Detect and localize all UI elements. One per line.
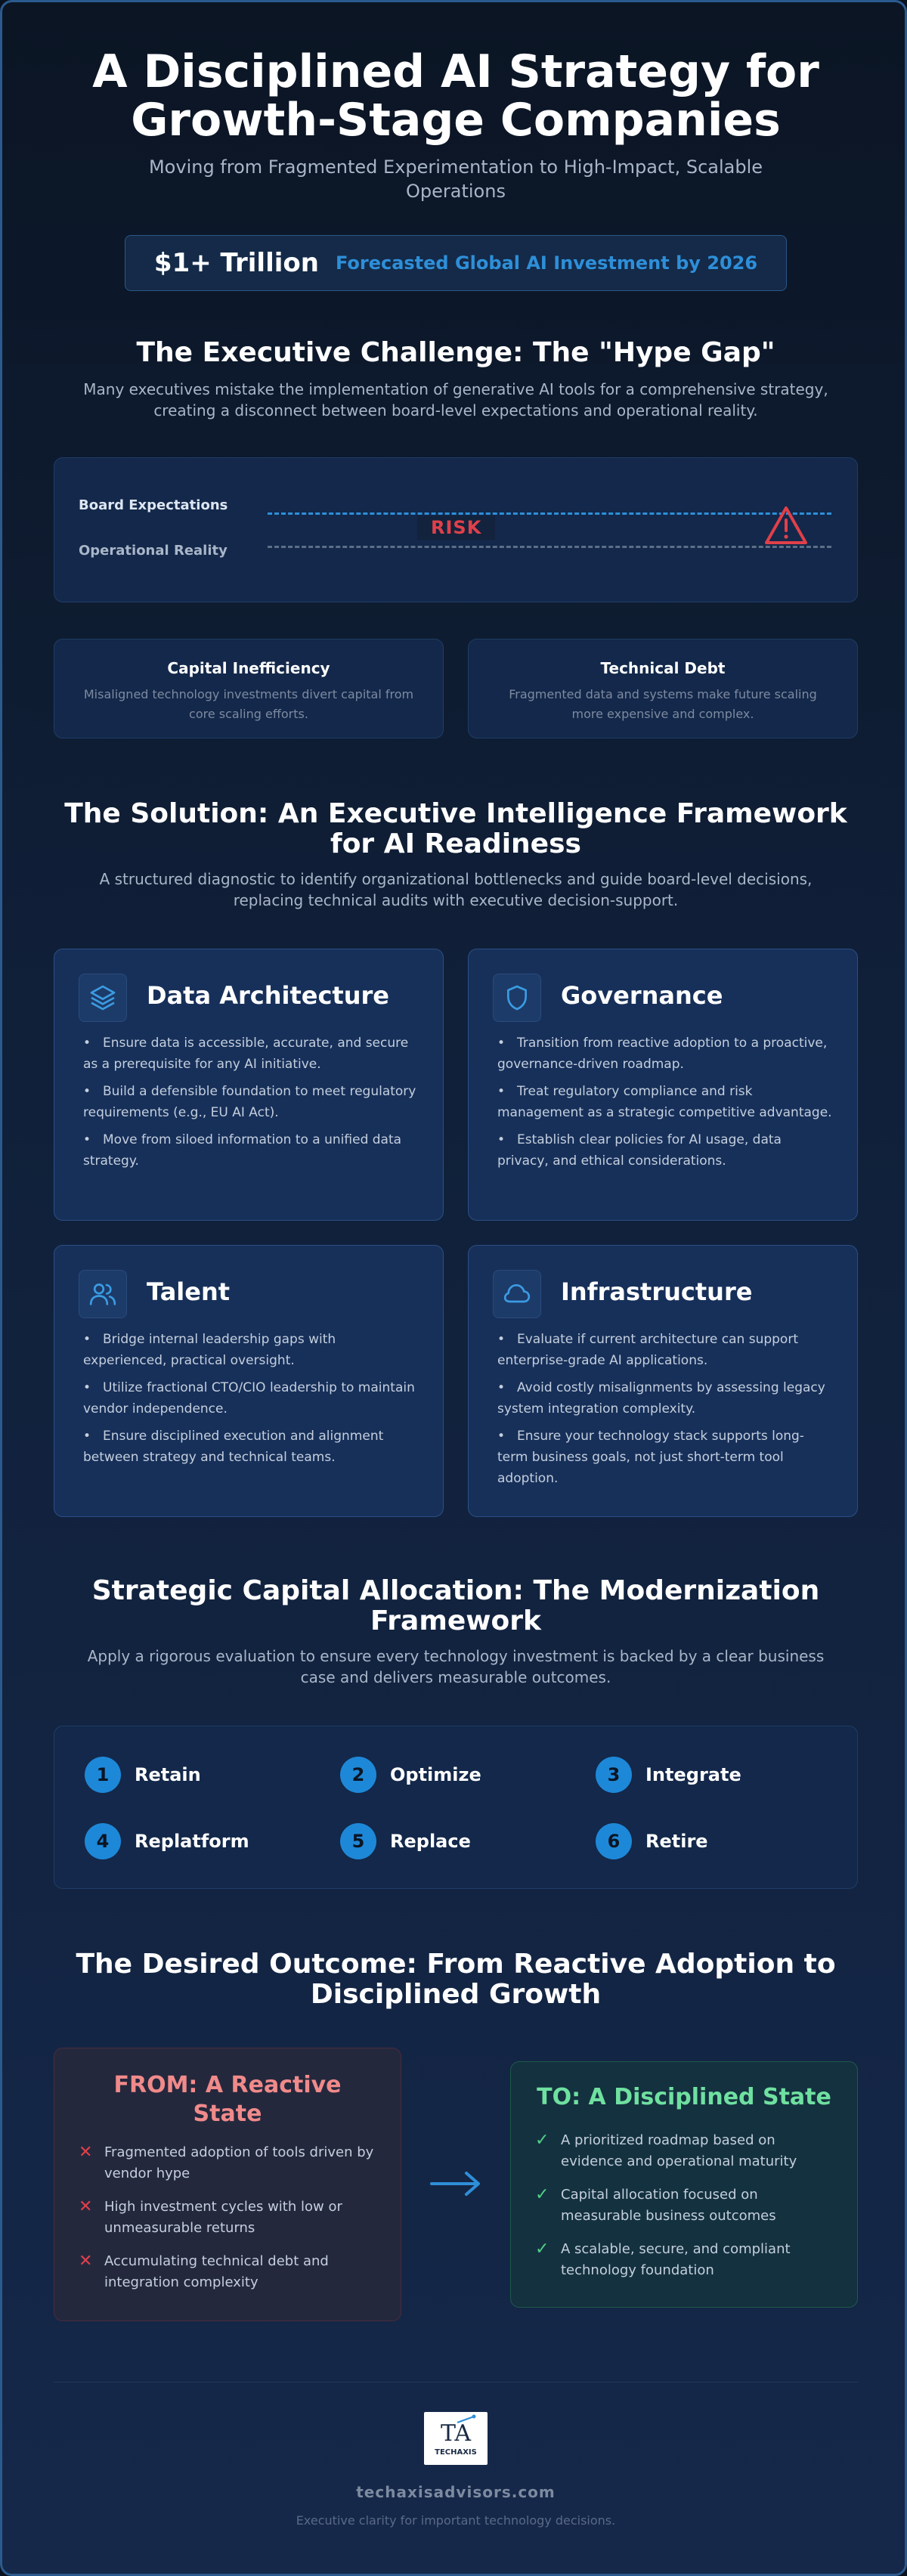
list-item: • Move from siloed information to a unified data strategy. — [83, 1132, 402, 1169]
title-line-1: A Disciplined AI Strategy for — [92, 45, 819, 98]
challenge-description: Many executives mistake the implementation of generative AI tools for a comprehensive strategy, creating a disconnect between board-level expectations and operational reality. — [83, 380, 828, 420]
outcome-title: The Desired Outcome: From Reactive Adoption to Disciplined Growth — [76, 1949, 836, 2010]
stat-value: $1+ Trillion — [153, 248, 319, 278]
step-optimize — [340, 1757, 481, 1793]
list-item: • Evaluate if current architecture can support enterprise-grade AI applications. — [497, 1332, 798, 1368]
step-replatform — [85, 1823, 249, 1859]
solution-description: A structured diagnostic to identify organizational bottlenecks and guide board-level decisions, replacing technical audits with executive decision-support. — [99, 870, 813, 909]
step-number: 5 — [340, 1823, 376, 1859]
board-expectations-line — [268, 512, 831, 515]
pillar-title: Infrastructure — [561, 1277, 753, 1306]
list-item: • Treat regulatory compliance and risk management as a strategic competitive advantage. — [497, 1084, 832, 1120]
stat-box — [125, 235, 787, 291]
step-retire — [596, 1823, 708, 1859]
technical-debt-card — [468, 639, 858, 738]
card-title: Technical Debt — [600, 659, 726, 677]
pillar-talent — [54, 1245, 444, 1517]
pillar-title: Talent — [147, 1277, 231, 1306]
pillar-data-architecture — [54, 949, 444, 1221]
to-list — [535, 2130, 839, 2293]
list-item: • Avoid costly misalignments by assessing legacy system integration complexity. — [497, 1380, 825, 1416]
list-item: • Bridge internal leadership gaps with experienced, practical oversight. — [83, 1332, 336, 1368]
pillar-bullet-list — [497, 1033, 834, 1178]
operational-reality-line — [268, 546, 831, 548]
techaxis-logo — [424, 2412, 488, 2465]
users-icon — [79, 1270, 127, 1318]
list-item: • Ensure data is accessible, accurate, and secure as a prerequisite for any AI initiative. — [83, 1036, 409, 1072]
list-item: • Transition from reactive adoption to a proactive, governance-driven roadmap. — [497, 1036, 828, 1072]
step-label: Integrate — [645, 1764, 741, 1785]
list-item: • Utilize fractional CTO/CIO leadership to maintain vendor independence. — [83, 1380, 415, 1416]
svg-text:TA: TA — [440, 2420, 472, 2447]
cloud-icon — [493, 1270, 541, 1318]
step-number: 2 — [340, 1757, 376, 1793]
arrow-right-icon — [427, 2169, 484, 2199]
from-title: FROM: A Reactive State — [113, 2072, 342, 2127]
step-label: Retain — [135, 1764, 201, 1785]
from-reactive-card — [54, 2048, 401, 2321]
step-number: 6 — [596, 1823, 632, 1859]
card-title: Capital Inefficiency — [167, 659, 330, 677]
list-item: ✕ Accumulating technical debt and integration complexity — [79, 2251, 382, 2293]
card-description: Misaligned technology investments divert capital from core scaling efforts. — [83, 687, 414, 721]
step-replace — [340, 1823, 471, 1859]
list-item: ✓ Capital allocation focused on measurable business outcomes — [535, 2184, 839, 2227]
step-number: 3 — [596, 1757, 632, 1793]
x-mark-icon: ✕ — [79, 2197, 93, 2216]
step-integrate — [596, 1757, 741, 1793]
capital-inefficiency-card — [54, 639, 444, 738]
list-item: ✕ Fragmented adoption of tools driven by vendor hype — [79, 2142, 382, 2184]
page-subtitle: Moving from Fragmented Experimentation to High-Impact, Scalable Operations — [148, 156, 763, 202]
title-line-2: Growth-Stage Companies — [131, 94, 781, 147]
pillar-bullet-list — [497, 1329, 834, 1495]
list-item: • Ensure your technology stack supports long-term business goals, not just short-term tool adoption. — [497, 1429, 804, 1486]
card-description: Fragmented data and systems make future scaling more expensive and complex. — [509, 687, 817, 721]
challenge-title: The Executive Challenge: The "Hype Gap" — [136, 337, 775, 368]
svg-text:TECHAXIS: TECHAXIS — [435, 2448, 477, 2457]
check-icon: ✓ — [535, 2185, 549, 2204]
to-disciplined-card — [510, 2061, 858, 2308]
step-number: 1 — [85, 1757, 121, 1793]
x-mark-icon: ✕ — [79, 2252, 93, 2271]
check-icon: ✓ — [535, 2240, 549, 2259]
from-list — [79, 2142, 382, 2305]
list-item: • Build a defensible foundation to meet regulatory requirements (e.g., EU AI Act). — [83, 1084, 416, 1120]
footer-tagline: Executive clarity for important technology decisions. — [296, 2513, 616, 2528]
layers-icon — [79, 974, 127, 1022]
page-title — [48, 45, 864, 147]
step-label: Optimize — [390, 1764, 481, 1785]
pillar-governance — [468, 949, 858, 1221]
list-item: ✓ A prioritized roadmap based on evidence and operational maturity — [535, 2130, 839, 2172]
x-mark-icon: ✕ — [79, 2143, 93, 2162]
risk-label: RISK — [417, 516, 495, 540]
to-title: TO: A Disciplined State — [537, 2084, 831, 2110]
list-item: ✓ A scalable, secure, and compliant technology foundation — [535, 2239, 839, 2281]
check-icon: ✓ — [535, 2131, 549, 2150]
allocation-description: Apply a rigorous evaluation to ensure every technology investment is backed by a clear business case and delivers measurable outcomes. — [87, 1647, 825, 1686]
list-item: • Establish clear policies for AI usage, data privacy, and ethical considerations. — [497, 1132, 782, 1169]
step-label: Replace — [390, 1831, 471, 1852]
list-item: • Ensure disciplined execution and alignment between strategy and technical teams. — [83, 1429, 384, 1465]
list-item: ✕ High investment cycles with low or unmeasurable returns — [79, 2197, 382, 2239]
pillar-infrastructure — [468, 1245, 858, 1517]
pillar-title: Governance — [561, 981, 723, 1010]
step-number: 4 — [85, 1823, 121, 1859]
pillar-bullet-list — [83, 1329, 420, 1474]
board-expectations-label: Board Expectations — [79, 497, 228, 513]
pillar-title: Data Architecture — [147, 981, 389, 1010]
allocation-title: Strategic Capital Allocation: The Modernization Framework — [91, 1575, 820, 1636]
modernization-steps-panel — [54, 1726, 858, 1889]
step-retain — [85, 1757, 201, 1793]
shield-icon — [493, 974, 541, 1022]
step-label: Replatform — [135, 1831, 249, 1852]
website-link[interactable]: techaxisadvisors.com — [356, 2483, 556, 2501]
hype-gap-panel — [54, 457, 858, 602]
pillar-bullet-list — [83, 1033, 420, 1178]
step-label: Retire — [645, 1831, 708, 1852]
warning-icon — [763, 505, 809, 547]
solution-title: The Solution: An Executive Intelligence Framework for AI Readiness — [64, 798, 847, 859]
operational-reality-label: Operational Reality — [79, 543, 228, 559]
stat-label: Forecasted Global AI Investment by 2026 — [335, 252, 758, 274]
